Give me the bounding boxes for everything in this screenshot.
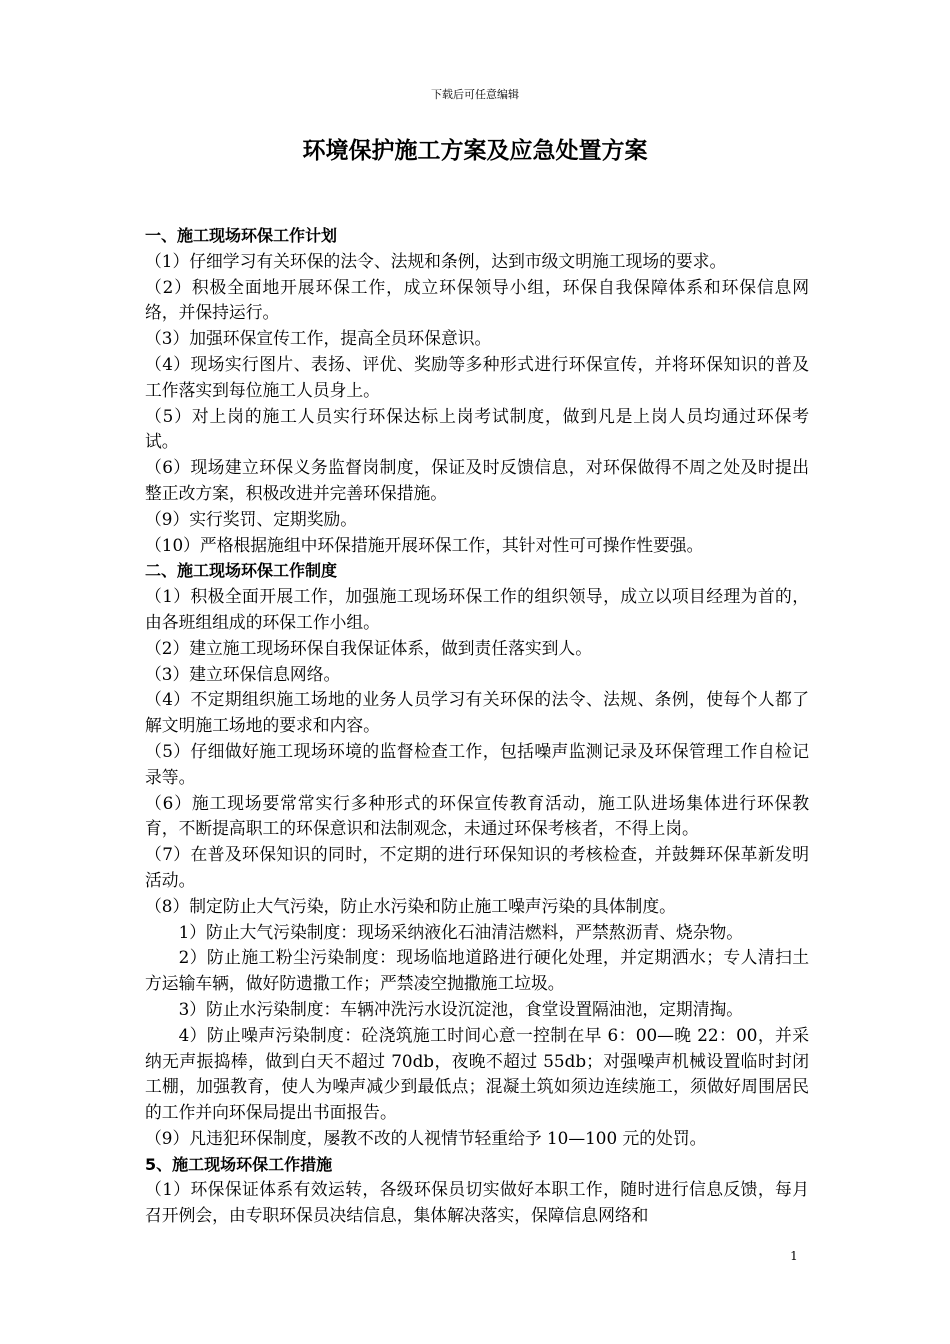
- paragraph: （1）仔细学习有关环保的法令、法规和条例，达到市级文明施工现场的要求。: [145, 250, 727, 271]
- document-body: [145, 223, 809, 1229]
- sub-paragraph: 3）防止水污染制度：车辆冲洗污水设沉淀池，食堂设置隔油池，定期清掏。: [178, 998, 744, 1019]
- paragraph: （10）严格根据施组中环保措施开展环保工作，其针对性可可操作性要强。: [145, 534, 704, 555]
- sub-paragraph: 2）防止施工粉尘污染制度：现场临地道路进行硬化处理，并定期洒水；专人清扫土方运输车辆，做好防遗撒工作；严禁凌空抛撒施工垃圾。: [145, 947, 809, 994]
- paragraph: （2）积极全面地开展环保工作，成立环保领导小组，环保自我保障体系和环保信息网络，并保持运行。: [145, 276, 809, 323]
- paragraph: （8）制定防止大气污染，防止水污染和防止施工噪声污染的具体制度。: [145, 895, 676, 916]
- sub-paragraph: 1）防止大气污染制度：现场采纳液化石油清洁燃料，严禁熬沥青、烧杂物。: [178, 921, 744, 942]
- section-heading: 二、施工现场环保工作制度: [145, 561, 338, 581]
- paragraph: （3）建立环保信息网络。: [145, 663, 341, 684]
- document-title: 环境保护施工方案及应急处置方案: [302, 138, 648, 164]
- paragraph: （4）不定期组织施工场地的业务人员学习有关环保的法令、法规、条例，使每个人都了解文明施工场地的要求和内容。: [145, 689, 809, 736]
- page-number: 1: [790, 1249, 798, 1263]
- paragraph: （7）在普及环保知识的同时，不定期的进行环保知识的考核检查，并鼓舞环保革新发明活动。: [145, 844, 809, 890]
- paragraph: （9）实行奖罚、定期奖励。: [145, 508, 358, 529]
- section-heading: 一、施工现场环保工作计划: [145, 226, 338, 245]
- paragraph: （5）仔细做好施工现场环境的监督检查工作，包括噪声监测记录及环保管理工作自检记录等。: [145, 740, 809, 787]
- sub-paragraph: 4）防止噪声污染制度：砼浇筑施工时间心意一控制在早 6：00—晚 22：00，并采纳无声振捣棒，做到白天不超过 70db，夜晚不超过 55db；对强噪声机械设置临时封闭工棚，加强教育，使人为噪声减少到最低点；混凝土筑如须边连续施工，须做好周围居民的工作并向环保局提出书面报告。: [145, 1024, 809, 1123]
- section-heading: 5、施工现场环保工作措施: [145, 1154, 333, 1174]
- paragraph: （5）对上岗的施工人员实行环保达标上岗考试制度，做到凡是上岗人员均通过环保考试。: [145, 405, 809, 452]
- paragraph: （1）积极全面开展工作，加强施工现场环保工作的组织领导，成立以项目经理为首的，由各班组组成的环保工作小组。: [145, 586, 809, 632]
- paragraph: （6）施工现场要常常实行多种形式的环保宣传教育活动，施工队进场集体进行环保教育，不断提高职工的环保意识和法制观念，未通过环保考核者，不得上岗。: [145, 792, 809, 839]
- header-note: 下载后可任意编辑: [431, 88, 519, 101]
- paragraph: （3）加强环保宣传工作，提高全员环保意识。: [145, 328, 492, 349]
- paragraph: （9）凡违犯环保制度，屡教不改的人视情节轻重给予 10—100 元的处罚。: [145, 1127, 707, 1148]
- paragraph: （6）现场建立环保义务监督岗制度，保证及时反馈信息，对环保做得不周之处及时提出整正改方案，积极改进并完善环保措施。: [145, 457, 809, 503]
- paragraph: （4）现场实行图片、表扬、评优、奖励等多种形式进行环保宣传，并将环保知识的普及工作落实到每位施工人员身上。: [145, 353, 809, 400]
- paragraph: （2）建立施工现场环保自我保证体系，做到责任落实到人。: [145, 637, 592, 658]
- paragraph: （1）环保保证体系有效运转，各级环保员切实做好本职工作，随时进行信息反馈，每月召开例会，由专职环保员决结信息，集体解决落实，保障信息网络和: [145, 1179, 809, 1226]
